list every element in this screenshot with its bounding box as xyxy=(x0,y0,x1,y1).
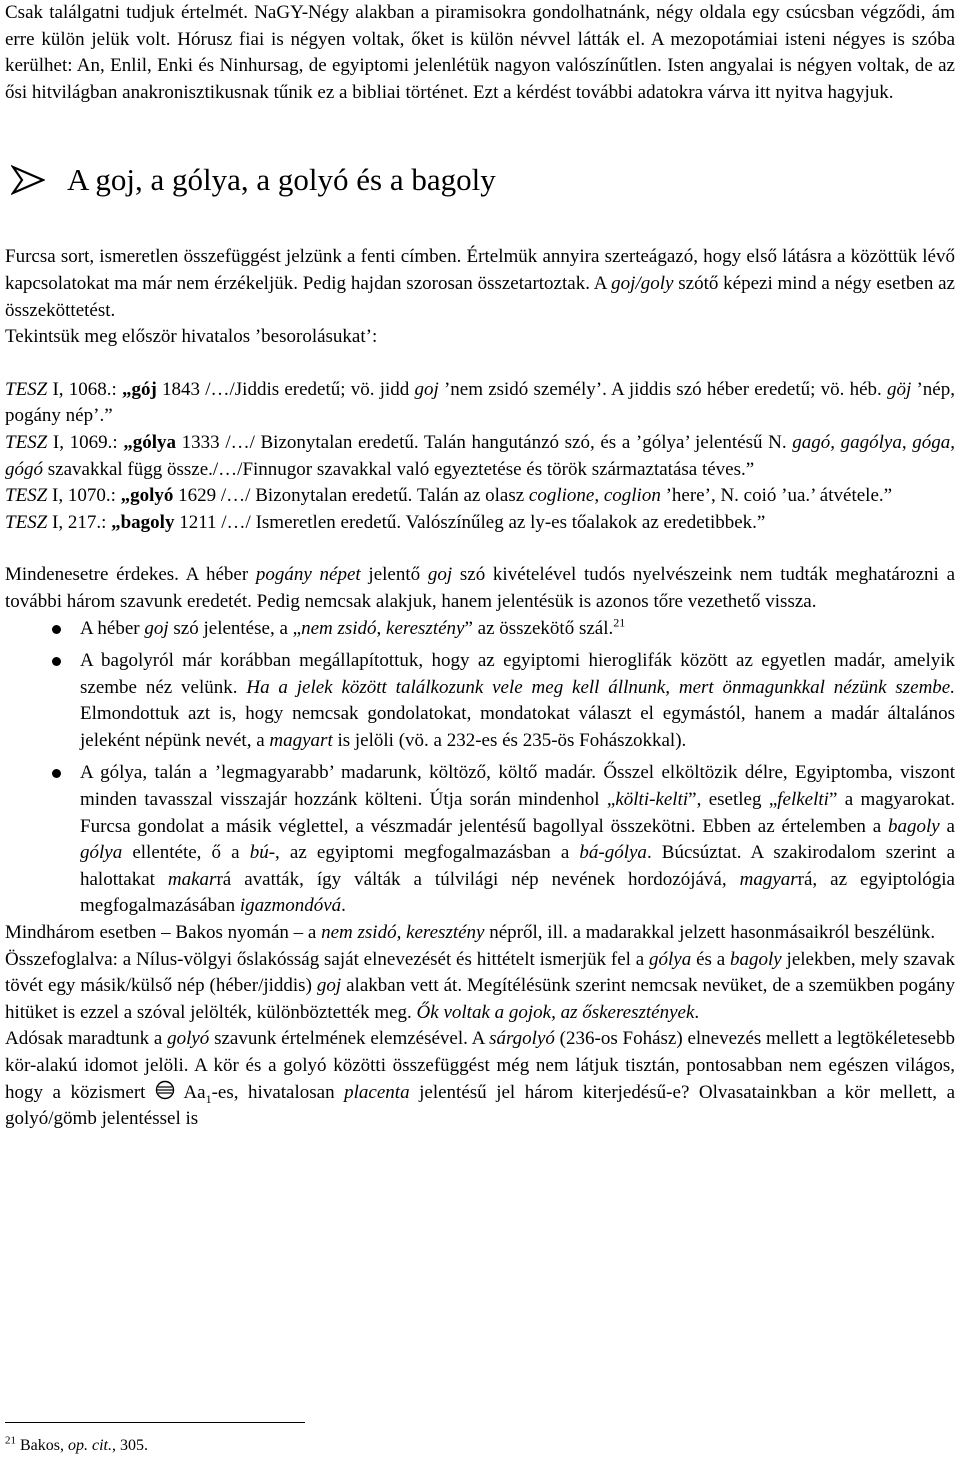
section-title: A goj, a gólya, a golyó és a bagoly xyxy=(67,162,496,198)
list-item: A héber goj szó jelentése, a „nem zsidó, keresztény” az összekötő szál.$^{21}$ xyxy=(5,616,955,643)
list-item: A gólya, talán a ’legmagyarabb’ madarunk, költöző, költő madár. Ősszel elköltözik délre, Egyiptomba, viszont minden tavasszal visszajár hozzánk költeni. Útja során mindenhol „költi-kelti”, esetleg „felkelti” a magyarokat. Furcsa gondolat a másik véglettel, a vészmadár jelentésű bagollyal összekötni. Ebben az értelemben a bagoly a gólya ellentéte, ő a bú-, az egyiptomi megfogalmazásban a bá-gólya. Búcsúztat. A szakirodalom szerint a halottakat makarrá avatták, így válták a túlvilági nép nevének hordozójává, magyarrá, az egyiptológia megfogalmazásában igazmondóvá. xyxy=(5,760,955,920)
bullet-dot-icon xyxy=(52,625,61,634)
tesz-entry-golyo: TESZ I, 1070.: „golyó 1629 /…/ Bizonytalan eredetű. Talán az olasz coglione, coglion ’here’, N. coió ’ua.’ átvétele.” xyxy=(5,485,893,507)
tesz-entry-bagoly: TESZ I, 217.: „bagoly 1211 /…/ Ismeretlen eredetű. Valószínűleg az ly-es tőalakok az eredetibbek.” xyxy=(5,511,766,533)
tesz-entry-goj: TESZ I, 1068.: „gój 1843 /…/Jiddis eredetű; vö. jidd goj ’nem zsidó személy’. A jiddis szó héber eredetű; vö. héb. göj ’nép, pogány nép’.” xyxy=(5,378,955,427)
tesz-entry-golya: TESZ I, 1069.: „gólya 1333 /…/ Bizonytalan eredetű. Talán hangutánzó szó, és a ’gólya’ jelentésű N. gagó, gagólya, góga, gógó szavakkal függ össze./…/Finnugor szavakkal való egyeztetése és török származtatása téves.” xyxy=(5,431,956,480)
document-page xyxy=(5,0,955,1133)
intro-paragraph: Csak találgatni tudjuk értelmét. NaGY-Négy alakban a piramisokra gondolhatnánk, négy oldala egy csúcsban végződi, ám erre külön jelük volt. Hórusz fiai is négyen voltak, őket is külön névvel látták el. A mezopotámiai isteni négyes is szóba kerülhet: An, Enlil, Enki és Ninhursag, de egyiptomi jelenlétük nagyon valószínűtlen. Isten angyalai is négyen voltak, de az ősi hitvilágban anakronisztikusnak tűnik ez a bibliai történet. Ezt a kérdést további adatokra várva itt nyitva hagyjuk. xyxy=(5,2,955,103)
hieroglyph-aa1-icon xyxy=(155,1080,175,1100)
footnote-ref[interactable]: 21 xyxy=(613,615,626,630)
paragraph-summary: Összefoglalva: a Nílus-völgyi őslakósság saját elnevezését és hittételt ismerjük fel a gólya és a bagoly jelekben, mely szavak tövét egy másik/külső nép (héber/jiddis) goj alakban vett át. Megítélésünk szerint nemcsak nevüket, de a szemükben pogány hitüket is ezzel a szóval jelölték, különböztették meg. Ők voltak a gojok, az őskeresztények. xyxy=(5,948,955,1023)
bullet-dot-icon xyxy=(52,769,61,778)
list-item: A bagolyról már korábban megállapítottuk, hogy az egyiptomi hieroglifák között az egyetlen madár, amelyik szembe néz velünk. Ha a jelek között találkozunk vele meg kell állnunk, mert önmagunkkal nézünk szembe. Elmondottuk azt is, hogy nemcsak gondolatokat, mondatokat választ el egymástól, hanem a madár általános jeleként népünk nevét, a magyart is jelöli (vö. a 232-es és 235-ös Fohászokkal). xyxy=(5,648,955,754)
footnote: $^{21}$ Bakos, op. cit., 305. xyxy=(5,1434,148,1454)
footnote-separator xyxy=(5,1422,305,1423)
arrowhead-bullet-icon xyxy=(11,165,45,195)
paragraph-classification-lead: Tekintsük meg először hivatalos ’besorolásukat’: xyxy=(5,326,378,348)
bullet-list xyxy=(5,616,955,921)
paragraph-all-three: Mindhárom esetben – Bakos nyomán – a nem zsidó, keresztény népről, ill. a madarakkal jelzett hasonmásaikról beszélünk. xyxy=(5,922,936,944)
section-heading xyxy=(5,162,955,198)
bullet-dot-icon xyxy=(52,657,61,666)
paragraph-interesting: Mindenesetre érdekes. A héber pogány népet jelentő goj szó kivételével tudós nyelvészeink nem tudták meghatározni a további három szavunk eredetét. Pedig nemcsak alakjuk, hanem jelentésük is azonos tőre vezethető vissza. xyxy=(5,564,955,612)
paragraph-intro-title: Furcsa sort, ismeretlen összefüggést jelzünk a fenti címben. Értelmük annyira szerteágazó, hogy első látásra a közöttük lévő kapcsolatokat ma már nem érzékeljük. Pedig hajdan szorosan összetartoztak. A goj/goly szótő képezi mind a négy esetben az összeköttetést. xyxy=(5,246,955,321)
paragraph-golyo: Adósak maradtunk a golyó szavunk értelmének elemzésével. A sárgolyó (236-os Fohász) elnevezés mellett a legtökéletesebb kör-alakú idomot jelöli. A kör és a golyó közötti összefüggést még nem látjuk tisztán, pontosabban nem egészen világos, hogy a közismert $Aa_1-es$, hivatalosan placenta jelentésű jel három kiterjedésű-e? Olvasatainkban a kör mellett, a golyó/gömb jelentéssel is xyxy=(5,1028,955,1130)
